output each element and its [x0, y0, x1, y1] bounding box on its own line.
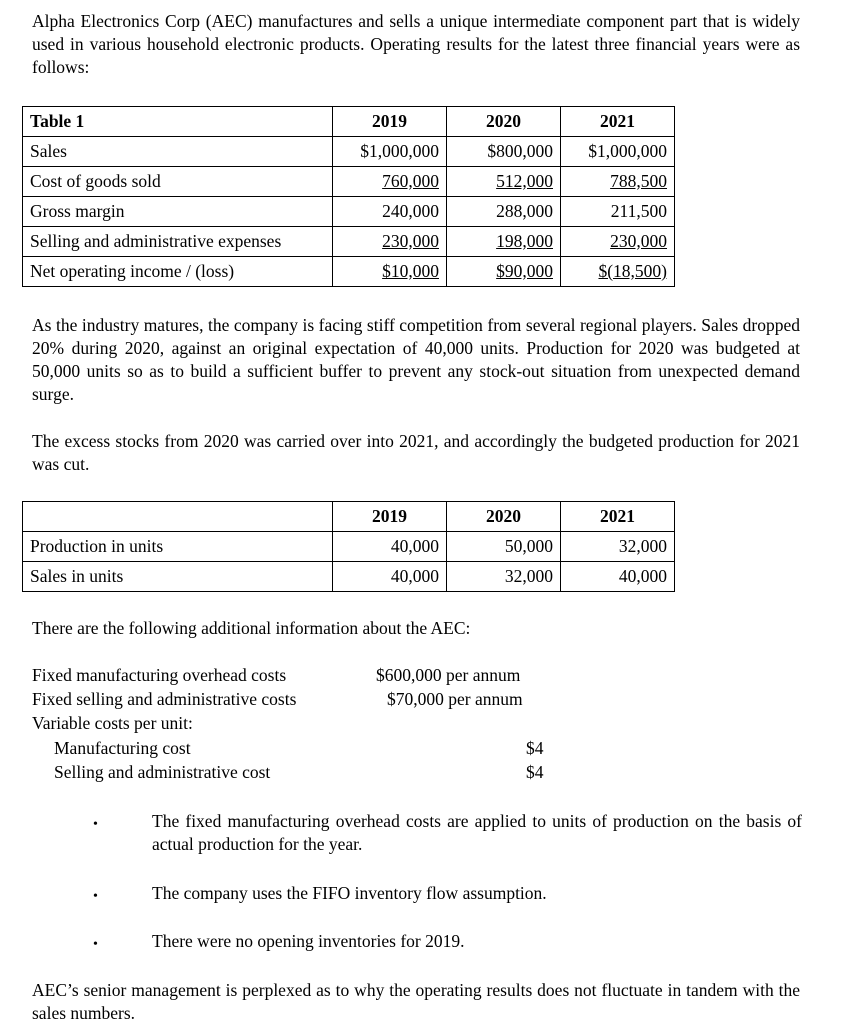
table-row: [23, 197, 675, 227]
table-header-row: [23, 502, 675, 532]
bullet-icon: •: [93, 889, 98, 904]
cell-value: 230,000: [382, 231, 439, 251]
fixed-mfg-label: Fixed manufacturing overhead costs: [32, 665, 287, 685]
cell-value: 240,000: [333, 197, 447, 227]
bullet-text: The fixed manufacturing overhead costs are applied to units of production on the basis of actual production for the year.: [152, 811, 802, 854]
industry-paragraph: As the industry matures, the company is facing stiff competition from several regional players. Sales dropped 20% during 2020, against an original expectation of 40,000 units. Production for 2020 was budgeted at 50,000 units so as to build a sufficient buffer to prevent any stock-out situation from unexpected demand surge.: [32, 315, 800, 404]
bullet-text: The company uses the FIFO inventory flow assumption.: [152, 883, 547, 903]
cell-value: $1,000,000: [333, 137, 447, 167]
var-sa-label: Selling and administrative cost: [54, 762, 271, 782]
excess-stock-paragraph: The excess stocks from 2020 was carried over into 2021, and accordingly the budgeted production for 2021 was cut.: [32, 431, 800, 474]
cell-value: $1,000,000: [561, 137, 675, 167]
year-header: 2021: [561, 502, 675, 532]
table-row: [23, 227, 675, 257]
year-header: 2020: [447, 502, 561, 532]
table-row: [23, 257, 675, 287]
closing-paragraph: AEC’s senior management is perplexed as to why the operating results does not fluctuate in tandem with the sales numbers.: [32, 980, 800, 1023]
cell-value: 788,500: [610, 171, 667, 191]
cell-value: $10,000: [382, 261, 439, 281]
var-mfg-label: Manufacturing cost: [54, 738, 191, 758]
bullet-icon: •: [93, 817, 98, 832]
var-sa-value: $4: [526, 762, 544, 782]
operating-results-table: [22, 106, 675, 287]
intro-paragraph: Alpha Electronics Corp (AEC) manufactures and sells a unique intermediate component part that is widely used in various household electronic products. Operating results for the latest three financial years were as follows:: [32, 11, 800, 77]
fixed-mfg-value: $600,000 per annum: [376, 665, 521, 685]
cell-value: 760,000: [382, 171, 439, 191]
cell-value: $800,000: [447, 137, 561, 167]
cell-value: 50,000: [447, 532, 561, 562]
table-row: [23, 532, 675, 562]
fixed-sa-label: Fixed selling and administrative costs: [32, 689, 297, 709]
row-label: Cost of goods sold: [23, 167, 333, 197]
cell-value: 288,000: [447, 197, 561, 227]
cell-value: $(18,500): [598, 261, 667, 281]
variable-costs-label: Variable costs per unit:: [32, 713, 193, 733]
cell-value: 40,000: [333, 562, 447, 592]
cell-value: $90,000: [496, 261, 553, 281]
table-title: Table 1: [23, 107, 333, 137]
year-header: 2019: [333, 502, 447, 532]
table-row: [23, 137, 675, 167]
row-label: Gross margin: [23, 197, 333, 227]
bullet-icon: •: [93, 937, 98, 952]
year-header: 2020: [447, 107, 561, 137]
row-label: Net operating income / (loss): [23, 257, 333, 287]
cell-value: 230,000: [610, 231, 667, 251]
row-label: Selling and administrative expenses: [23, 227, 333, 257]
table-header-row: [23, 107, 675, 137]
cell-value: 198,000: [496, 231, 553, 251]
row-label: Sales in units: [23, 562, 333, 592]
row-label: Sales: [23, 137, 333, 167]
empty-header-cell: [23, 502, 333, 532]
cell-value: 40,000: [561, 562, 675, 592]
year-header: 2019: [333, 107, 447, 137]
var-mfg-value: $4: [526, 738, 544, 758]
cell-value: 32,000: [447, 562, 561, 592]
cell-value: 32,000: [561, 532, 675, 562]
additional-info-heading: There are the following additional information about the AEC:: [32, 618, 471, 638]
cell-value: 512,000: [496, 171, 553, 191]
table-row: [23, 562, 675, 592]
fixed-sa-value: $70,000 per annum: [387, 689, 523, 709]
bullet-text: There were no opening inventories for 2019.: [152, 931, 465, 951]
units-table: [22, 501, 675, 592]
year-header: 2021: [561, 107, 675, 137]
cell-value: 40,000: [333, 532, 447, 562]
cell-value: 211,500: [561, 197, 675, 227]
row-label: Production in units: [23, 532, 333, 562]
table-row: [23, 167, 675, 197]
